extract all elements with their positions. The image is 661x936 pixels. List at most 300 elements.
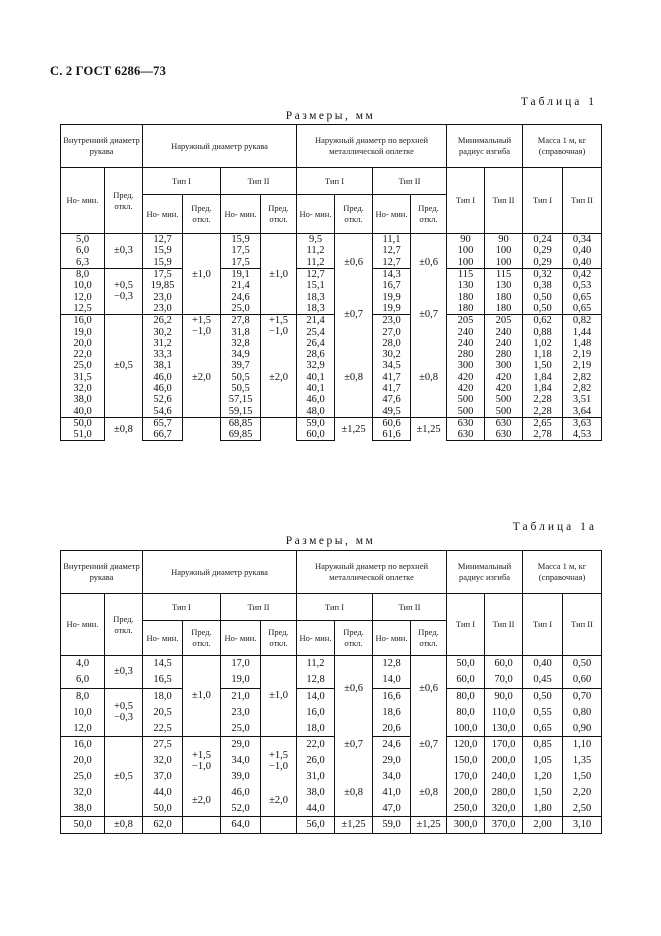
cell-outer-t1-nom: 38,1 [143,360,183,371]
cell-outer-t1-nom: 22,5 [143,720,183,736]
cell-braid-t2-nom: 60,6 [373,417,411,429]
cell-braid-t1-nom: 22,0 [297,736,335,752]
cell-outer-t1-dev [183,417,221,441]
cell-outer-t2-nom: 39,7 [221,360,261,371]
table-row [61,372,602,383]
cell-mass-t1: 2,65 [523,417,563,429]
table-row [61,257,602,269]
col-head-outer-t1-nom: Но- мин. [143,195,183,234]
table-1a-body [61,551,602,834]
cell-mass-t1: 0,40 [523,656,563,672]
cell-radius-t1: 130 [447,280,485,291]
cell-braid-t1-nom: 40,1 [297,383,335,394]
col-head-outer-t1-dev: Пред. откл. [183,621,221,656]
cell-braid-t2-nom: 49,5 [373,405,411,417]
cell-mass-t2: 3,63 [563,417,602,429]
cell-outer-t2-nom: 64,0 [221,816,261,833]
cell-mass-t1: 1,50 [523,360,563,371]
table-row [61,672,602,688]
cell-outer-t1-nom: 32,0 [143,753,183,769]
cell-braid-t2-nom: 41,7 [373,372,411,383]
cell-braid-t1-nom: 59,0 [297,417,335,429]
col-head-outer-type2: Тип II [221,594,297,621]
col-head-radius-type2: Тип II [485,594,523,656]
table-row [61,753,602,769]
cell-mass-t1: 0,50 [523,303,563,315]
cell-mass-t1: 0,65 [523,720,563,736]
cell-braid-t1-nom: 32,9 [297,360,335,371]
table-row [61,688,602,704]
cell-radius-t2: 100 [485,245,523,256]
cell-outer-t2-nom: 39,0 [221,769,261,785]
cell-radius-t2: 205 [485,315,523,327]
cell-mass-t1: 0,62 [523,315,563,327]
cell-radius-t2: 60,0 [485,656,523,672]
col-head-radius-type1: Тип I [447,594,485,656]
cell-braid-t1-nom: 18,0 [297,720,335,736]
cell-radius-t1: 630 [447,429,485,441]
table-row [61,720,602,736]
cell-inner-nom: 22,0 [61,349,105,360]
cell-outer-t2-nom: 29,0 [221,736,261,752]
col-head-braid-t1-nom: Но- мин. [297,621,335,656]
cell-mass-t1: 0,38 [523,280,563,291]
cell-inner-nom: 10,0 [61,280,105,291]
table-row [61,326,602,337]
cell-inner-nom: 6,3 [61,257,105,269]
col-head-outer-t1-dev: Пред. откл. [183,195,221,234]
table-row [61,245,602,256]
cell-mass-t2: 1,44 [563,326,602,337]
cell-mass-t2: 0,65 [563,291,602,302]
table-row [61,303,602,315]
cell-mass-t2: 0,40 [563,245,602,256]
table-row [61,280,602,291]
cell-mass-t1: 0,32 [523,268,563,280]
cell-inner-nom: 25,0 [61,360,105,371]
cell-outer-t1-dev: ±1,0 [183,656,221,737]
cell-braid-t1-dev: ±0,7 [335,291,373,337]
table-row [61,383,602,394]
cell-outer-t1-nom: 16,5 [143,672,183,688]
cell-inner-dev: ±0,3 [105,656,143,689]
cell-outer-t1-nom: 50,0 [143,800,183,816]
cell-braid-t2-nom: 12,7 [373,245,411,256]
cell-inner-dev: ±0,3 [105,234,143,269]
col-head-outer: Наружный диаметр рукава [143,125,297,168]
cell-outer-t2-nom: 21,4 [221,280,261,291]
cell-radius-t2: 240 [485,338,523,349]
col-head-outer: Наружный диаметр рукава [143,551,297,594]
cell-braid-t1-nom: 25,4 [297,326,335,337]
table-row [61,291,602,302]
cell-braid-t2-nom: 16,6 [373,688,411,704]
cell-outer-t2-dev: ±1,0 [261,234,297,315]
cell-mass-t1: 0,50 [523,688,563,704]
cell-mass-t1: 0,55 [523,704,563,720]
col-head-braid-type2: Тип II [373,594,447,621]
cell-mass-t1: 0,29 [523,257,563,269]
cell-braid-t1-nom: 31,0 [297,769,335,785]
cell-braid-t2-dev: ±0,7 [411,291,447,337]
cell-radius-t1: 150,0 [447,753,485,769]
cell-outer-t1-nom: 31,2 [143,338,183,349]
table-row [61,338,602,349]
cell-radius-t1: 100 [447,245,485,256]
cell-outer-t1-nom: 23,0 [143,291,183,302]
cell-mass-t2: 1,50 [563,769,602,785]
cell-radius-t1: 240 [447,326,485,337]
col-head-outer-t1-nom: Но- мин. [143,621,183,656]
col-head-mass-type1: Тип I [523,594,563,656]
cell-outer-t1-nom: 44,0 [143,784,183,800]
cell-radius-t2: 240,0 [485,769,523,785]
col-head-outer-t2-dev: Пред. откл. [261,621,297,656]
cell-braid-t2-nom: 28,0 [373,338,411,349]
cell-radius-t1: 300 [447,360,485,371]
cell-outer-t1-nom: 62,0 [143,816,183,833]
cell-mass-t1: 0,29 [523,245,563,256]
cell-radius-t1: 300,0 [447,816,485,833]
cell-mass-t2: 2,19 [563,349,602,360]
cell-braid-t1-nom: 11,2 [297,245,335,256]
table-row [61,736,602,752]
cell-outer-t2-nom: 52,0 [221,800,261,816]
cell-mass-t2: 0,50 [563,656,602,672]
cell-mass-t2: 0,60 [563,672,602,688]
cell-outer-t2-nom: 23,0 [221,704,261,720]
cell-braid-t1-nom: 44,0 [297,800,335,816]
cell-braid-t2-nom: 16,7 [373,280,411,291]
cell-outer-t2-nom: 57,15 [221,394,261,405]
cell-outer-t2-nom: 32,8 [221,338,261,349]
cell-inner-dev: +0,5 −0,3 [105,268,143,314]
cell-mass-t1: 1,02 [523,338,563,349]
cell-radius-t1: 100 [447,257,485,269]
cell-inner-nom: 25,0 [61,769,105,785]
cell-inner-nom: 50,0 [61,417,105,429]
cell-braid-t1-dev: ±0,6 [335,234,373,292]
cell-mass-t2: 0,53 [563,280,602,291]
cell-mass-t2: 0,40 [563,257,602,269]
cell-braid-t1-dev: ±1,25 [335,816,373,833]
cell-mass-t2: 3,10 [563,816,602,833]
cell-braid-t1-nom: 38,0 [297,784,335,800]
cell-braid-t2-nom: 59,0 [373,816,411,833]
cell-mass-t2: 0,65 [563,303,602,315]
cell-outer-t1-nom: 27,5 [143,736,183,752]
table-row [61,360,602,371]
cell-inner-nom: 4,0 [61,656,105,672]
col-head-braid-t2-nom: Но- мин. [373,621,411,656]
cell-inner-dev: ±0,8 [105,417,143,441]
cell-braid-t1-nom: 14,0 [297,688,335,704]
cell-radius-t2: 240 [485,326,523,337]
cell-mass-t2: 0,34 [563,234,602,246]
cell-radius-t1: 630 [447,417,485,429]
cell-radius-t2: 630 [485,429,523,441]
cell-outer-t2-nom: 17,5 [221,245,261,256]
cell-mass-t2: 3,64 [563,405,602,417]
col-head-braid-t1-dev: Пред. откл. [335,195,373,234]
col-head-radius-type2: Тип II [485,168,523,234]
cell-radius-t2: 200,0 [485,753,523,769]
cell-braid-t1-nom: 48,0 [297,405,335,417]
cell-braid-t1-nom: 18,3 [297,303,335,315]
cell-mass-t1: 2,00 [523,816,563,833]
col-head-braid-t2-dev: Пред. откл. [411,195,447,234]
cell-outer-t2-nom: 17,0 [221,656,261,672]
cell-inner-nom: 8,0 [61,268,105,280]
cell-outer-t2-nom: 34,0 [221,753,261,769]
col-head-inner: Внутренний диаметр рукава [61,125,143,168]
cell-braid-t1-nom: 21,4 [297,315,335,327]
col-head-outer-t2-nom: Но- мин. [221,195,261,234]
cell-mass-t2: 1,10 [563,736,602,752]
cell-radius-t2: 500 [485,405,523,417]
cell-braid-t2-nom: 14,0 [373,672,411,688]
cell-braid-t2-dev: ±0,8 [411,338,447,418]
col-head-nom: Но- мин. [61,594,105,656]
table-row [61,816,602,833]
cell-outer-t1-nom: 52,6 [143,394,183,405]
cell-radius-t2: 300 [485,360,523,371]
col-head-dev: Пред. откл. [105,168,143,234]
cell-braid-t2-dev: ±0,6 [411,656,447,721]
cell-inner-nom: 40,0 [61,405,105,417]
col-head-braid-type1: Тип I [297,594,373,621]
cell-outer-t2-nom: 50,5 [221,372,261,383]
cell-inner-nom: 51,0 [61,429,105,441]
table-row [61,656,602,672]
cell-mass-t2: 1,48 [563,338,602,349]
cell-radius-t1: 60,0 [447,672,485,688]
cell-radius-t1: 115 [447,268,485,280]
cell-outer-t1-nom: 18,0 [143,688,183,704]
cell-outer-t1-nom: 66,7 [143,429,183,441]
cell-outer-t1-nom: 15,9 [143,257,183,269]
cell-radius-t2: 420 [485,383,523,394]
cell-outer-t2-dev: +1,5 −1,0 [261,315,297,338]
table-row [61,394,602,405]
cell-inner-nom: 8,0 [61,688,105,704]
cell-braid-t1-nom: 26,0 [297,753,335,769]
cell-inner-nom: 31,5 [61,372,105,383]
cell-braid-t1-nom: 9,5 [297,234,335,246]
cell-outer-t1-nom: 54,6 [143,405,183,417]
cell-braid-t2-nom: 20,6 [373,720,411,736]
cell-radius-t2: 280,0 [485,784,523,800]
cell-braid-t1-nom: 16,0 [297,704,335,720]
cell-outer-t1-dev: +1,5 −1,0 [183,315,221,338]
cell-radius-t2: 500 [485,394,523,405]
cell-mass-t2: 2,82 [563,372,602,383]
cell-braid-t2-nom: 41,7 [373,383,411,394]
cell-inner-dev: +0,5 −0,3 [105,688,143,736]
col-head-braid-t1-dev: Пред. откл. [335,621,373,656]
cell-outer-t1-nom: 46,0 [143,372,183,383]
cell-braid-t2-nom: 18,6 [373,704,411,720]
table-1 [60,124,602,441]
cell-braid-t2-nom: 27,0 [373,326,411,337]
cell-braid-t1-nom: 60,0 [297,429,335,441]
cell-radius-t2: 90 [485,234,523,246]
cell-radius-t1: 250,0 [447,800,485,816]
cell-inner-nom: 16,0 [61,315,105,327]
cell-radius-t2: 130 [485,280,523,291]
cell-outer-t1-nom: 15,9 [143,245,183,256]
table-row [61,268,602,280]
cell-inner-nom: 16,0 [61,736,105,752]
cell-braid-t2-dev: ±1,25 [411,816,447,833]
cell-braid-t2-nom: 41,0 [373,784,411,800]
col-head-outer-t2-dev: Пред. откл. [261,195,297,234]
cell-braid-t1-nom: 11,2 [297,656,335,672]
cell-mass-t2: 1,35 [563,753,602,769]
cell-radius-t2: 630 [485,417,523,429]
cell-radius-t1: 200,0 [447,784,485,800]
table-row [61,800,602,816]
cell-mass-t1: 0,50 [523,291,563,302]
cell-inner-nom: 20,0 [61,753,105,769]
table-1a [60,550,602,834]
cell-braid-t1-nom: 56,0 [297,816,335,833]
col-head-braid-type1: Тип I [297,168,373,195]
table-row [61,769,602,785]
table-row [61,429,602,441]
cell-radius-t2: 420 [485,372,523,383]
cell-outer-t2-dev: +1,5 −1,0 [261,736,297,784]
cell-radius-t1: 170,0 [447,769,485,785]
cell-outer-t2-nom: 34,9 [221,349,261,360]
col-head-outer-t2-nom: Но- мин. [221,621,261,656]
cell-inner-nom: 19,0 [61,326,105,337]
cell-braid-t1-dev: ±1,25 [335,417,373,441]
col-head-radius: Минимальный радиус изгиба [447,551,523,594]
cell-inner-nom: 10,0 [61,704,105,720]
cell-braid-t2-nom: 30,2 [373,349,411,360]
cell-mass-t1: 0,88 [523,326,563,337]
cell-radius-t2: 100 [485,257,523,269]
cell-mass-t2: 0,42 [563,268,602,280]
cell-outer-t1-dev: ±2,0 [183,338,221,418]
cell-outer-t2-nom: 25,0 [221,303,261,315]
cell-radius-t1: 280 [447,349,485,360]
cell-mass-t1: 0,45 [523,672,563,688]
col-head-nom: Но- мин. [61,168,105,234]
cell-radius-t1: 100,0 [447,720,485,736]
cell-outer-t1-nom: 37,0 [143,769,183,785]
cell-outer-t1-nom: 19,85 [143,280,183,291]
cell-braid-t2-dev: ±1,25 [411,417,447,441]
cell-braid-t1-nom: 28,6 [297,349,335,360]
cell-braid-t2-nom: 34,5 [373,360,411,371]
cell-outer-t1-dev [183,816,221,833]
cell-inner-nom: 5,0 [61,234,105,246]
cell-braid-t2-dev: ±0,8 [411,769,447,817]
table-row [61,704,602,720]
cell-inner-nom: 38,0 [61,394,105,405]
cell-radius-t2: 370,0 [485,816,523,833]
cell-inner-nom: 32,0 [61,784,105,800]
table-1-body [61,125,602,441]
cell-mass-t1: 1,18 [523,349,563,360]
cell-braid-t1-nom: 12,7 [297,268,335,280]
cell-outer-t1-nom: 14,5 [143,656,183,672]
cell-radius-t1: 205 [447,315,485,327]
cell-outer-t2-dev: ±1,0 [261,656,297,737]
cell-outer-t2-nom: 68,85 [221,417,261,429]
cell-outer-t2-nom: 69,85 [221,429,261,441]
cell-braid-t2-nom: 47,0 [373,800,411,816]
cell-braid-t2-nom: 61,6 [373,429,411,441]
cell-inner-nom: 20,0 [61,338,105,349]
cell-mass-t2: 0,80 [563,704,602,720]
cell-outer-t2-dev: ±2,0 [261,784,297,816]
cell-braid-t2-nom: 47,6 [373,394,411,405]
cell-braid-t2-nom: 19,9 [373,291,411,302]
table-1-label: Таблица 1 [520,96,597,108]
cell-mass-t2: 0,82 [563,315,602,327]
col-head-braid-type2: Тип II [373,168,447,195]
cell-braid-t1-nom: 26,4 [297,338,335,349]
cell-radius-t2: 280 [485,349,523,360]
cell-braid-t2-nom: 29,0 [373,753,411,769]
cell-braid-t2-nom: 19,9 [373,303,411,315]
cell-braid-t2-nom: 34,0 [373,769,411,785]
cell-outer-t2-dev [261,816,297,833]
cell-outer-t2-nom: 25,0 [221,720,261,736]
col-head-braid: Наружный диаметр по верхней металлической оплетке [297,125,447,168]
cell-mass-t2: 0,70 [563,688,602,704]
table-row [61,315,602,327]
col-head-dev: Пред. откл. [105,594,143,656]
cell-radius-t2: 320,0 [485,800,523,816]
cell-inner-dev: ±0,8 [105,816,143,833]
cell-radius-t1: 420 [447,372,485,383]
cell-inner-nom: 6,0 [61,245,105,256]
cell-radius-t2: 110,0 [485,704,523,720]
cell-braid-t1-nom: 46,0 [297,394,335,405]
cell-mass-t2: 2,82 [563,383,602,394]
cell-mass-t1: 0,24 [523,234,563,246]
col-head-radius: Минимальный радиус изгиба [447,125,523,168]
table-1-caption: Размеры, мм [285,110,376,122]
cell-braid-t1-nom: 40,1 [297,372,335,383]
cell-radius-t2: 90,0 [485,688,523,704]
table-row [61,784,602,800]
col-head-radius-type1: Тип I [447,168,485,234]
cell-mass-t2: 2,20 [563,784,602,800]
cell-outer-t1-dev: ±1,0 [183,234,221,315]
cell-outer-t2-nom: 27,8 [221,315,261,327]
cell-radius-t2: 130,0 [485,720,523,736]
cell-outer-t2-nom: 46,0 [221,784,261,800]
cell-outer-t2-dev [261,417,297,441]
cell-braid-t1-nom: 18,3 [297,291,335,302]
table-row [61,234,602,246]
col-head-outer-type1: Тип I [143,168,221,195]
cell-radius-t1: 90 [447,234,485,246]
col-head-mass-type2: Тип II [563,594,602,656]
cell-outer-t1-nom: 46,0 [143,383,183,394]
table-row [61,349,602,360]
cell-inner-nom: 12,5 [61,303,105,315]
cell-outer-t1-nom: 30,2 [143,326,183,337]
col-head-inner: Внутренний диаметр рукава [61,551,143,594]
cell-outer-t2-nom: 50,5 [221,383,261,394]
cell-radius-t1: 80,0 [447,688,485,704]
